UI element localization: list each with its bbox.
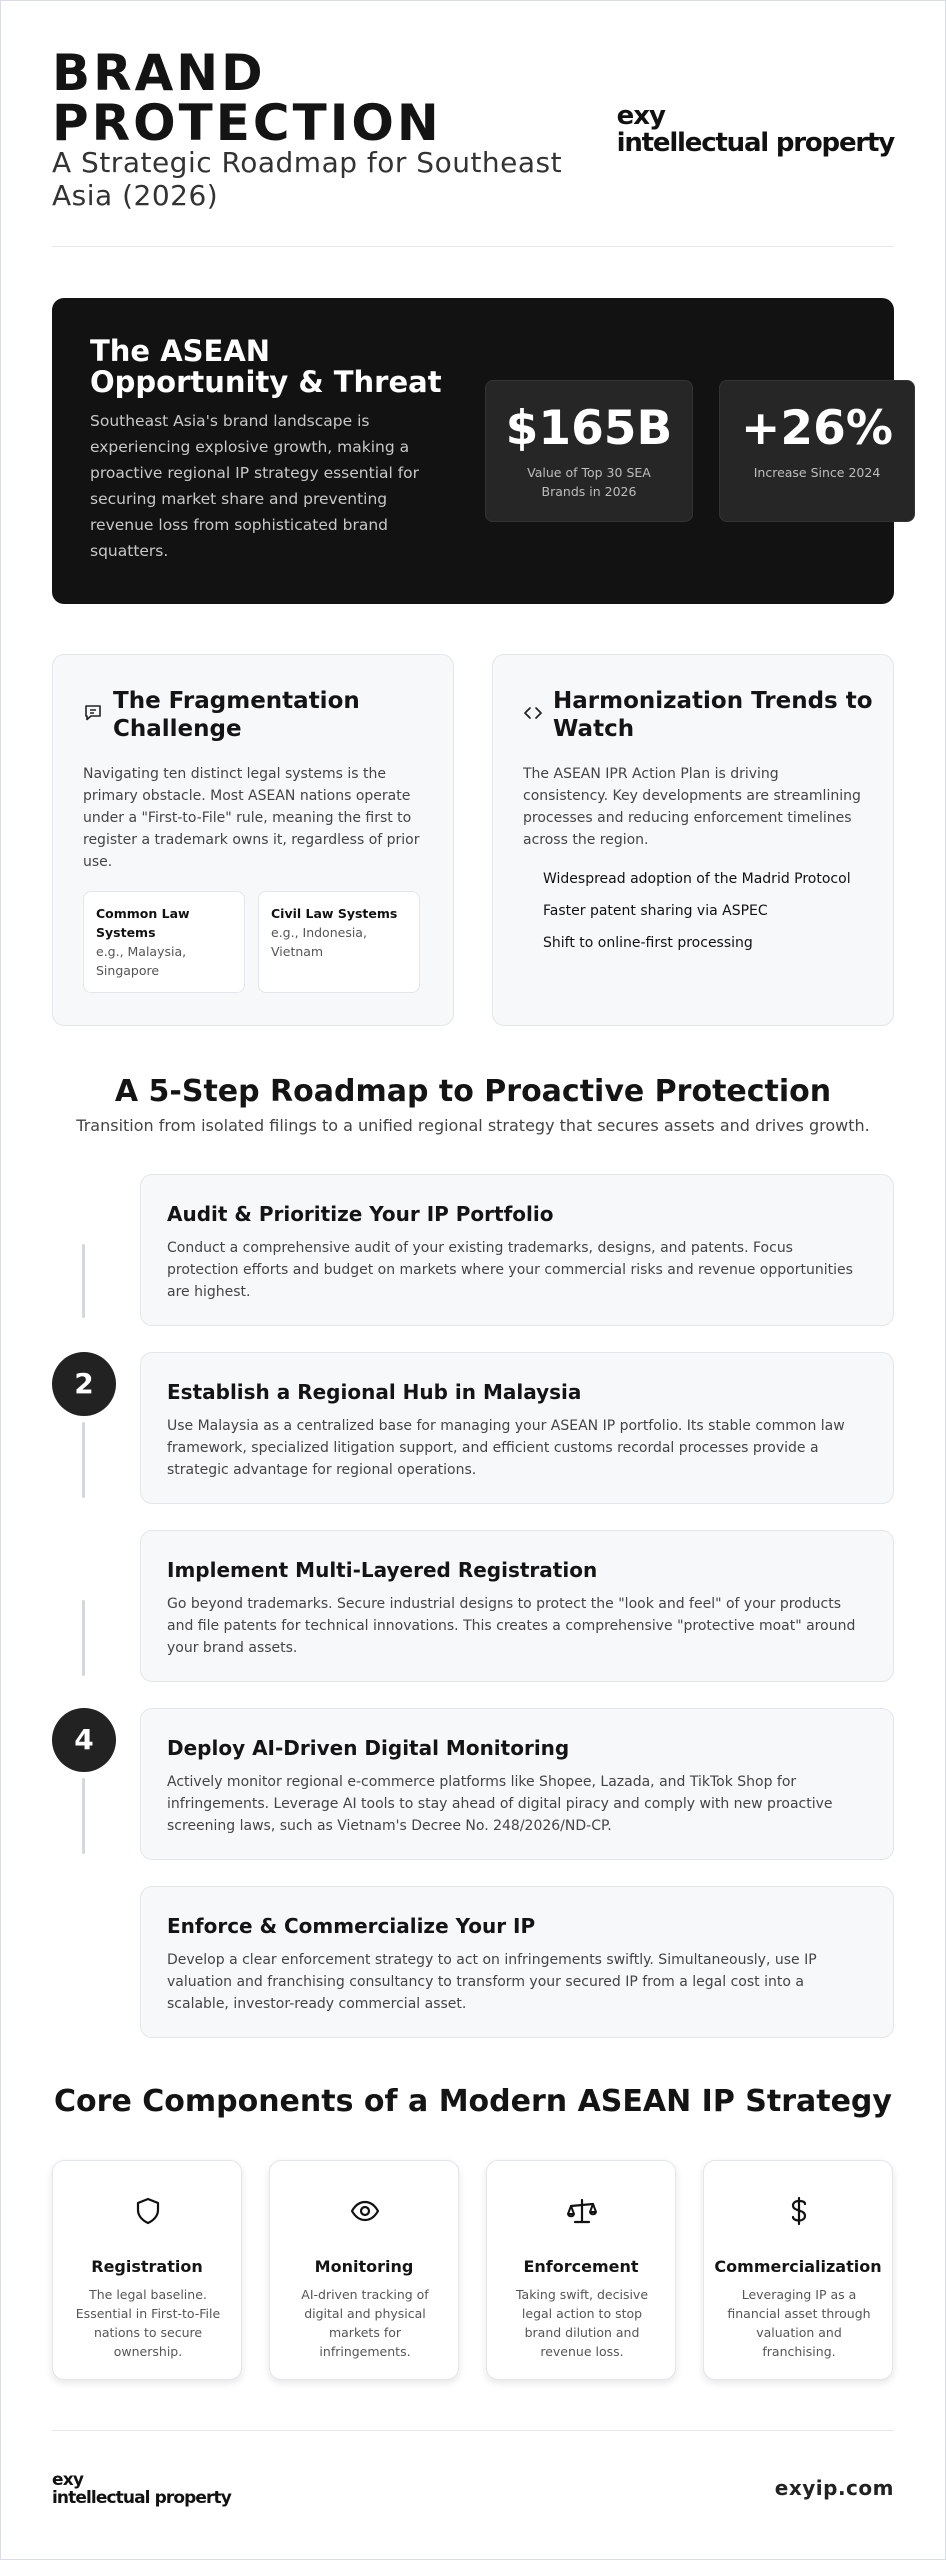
- step-title: Implement Multi-Layered Registration: [167, 1558, 598, 1582]
- stat-value: +26%: [741, 401, 893, 456]
- logo-line-2: intellectual property: [52, 2488, 231, 2508]
- legal-system-name: Civil Law Systems: [271, 906, 398, 921]
- component-title: Enforcement: [523, 2257, 639, 2276]
- component-body: AI-driven tracking of digital and physical markets for infringements.: [301, 2287, 429, 2359]
- component-title: Commercialization: [714, 2257, 882, 2276]
- roadmap-title: A 5-Step Roadmap to Proactive Protection: [114, 1074, 832, 1109]
- step-title: Deploy AI-Driven Digital Monitoring: [167, 1736, 570, 1760]
- legal-system-examples: e.g., Malaysia, Singapore: [96, 944, 187, 978]
- step-number-badge: 2: [52, 1352, 116, 1416]
- roadmap-subtitle: Transition from isolated filings to a unified regional strategy that secures assets and drives growth.: [76, 1116, 870, 1135]
- legal-system-card: [258, 891, 420, 993]
- component-body: The legal baseline. Essential in First-to-File nations to secure ownership.: [75, 2287, 221, 2359]
- page-title: BRAND PROTECTION: [52, 44, 442, 152]
- scales-icon: [566, 2195, 598, 2227]
- stat-label: Value of Top 30 SEA Brands in 2026: [527, 465, 651, 499]
- card-body: Navigating ten distinct legal systems is the primary obstacle. Most ASEAN nations operate under a "First-to-File" rule, meaning the first to register a trademark owns it, regardless of prior use.: [83, 766, 420, 870]
- roadmap-step: [140, 1886, 894, 2038]
- stat-label: Increase Since 2024: [753, 465, 881, 480]
- component-title: Monitoring: [314, 2257, 414, 2276]
- page-subtitle: A Strategic Roadmap for Southeast Asia (2026): [52, 146, 563, 212]
- logo-line-2: intellectual property: [616, 128, 894, 158]
- component-title: Registration: [91, 2257, 203, 2276]
- roadmap-step: [140, 1352, 894, 1504]
- dollar-icon: [783, 2195, 815, 2227]
- component-card: [52, 2160, 242, 2380]
- fragmentation-card: [52, 654, 454, 1026]
- trend-item: Widespread adoption of the Madrid Protocol: [543, 871, 851, 887]
- card-heading: Harmonization Trends to Watch: [553, 688, 873, 742]
- logo-line-1: exy: [52, 2470, 84, 2490]
- step-title: Enforce & Commercialize Your IP: [167, 1914, 536, 1938]
- roadmap-step: [140, 1708, 894, 1860]
- component-card: [486, 2160, 676, 2380]
- step-body: Use Malaysia as a centralized base for managing your ASEAN IP portfolio. Its stable common law framework, specialized litigation support, and efficient customs recordal processes provide a strategic advantage for regional operations.: [167, 1418, 845, 1478]
- step-number-badge: 4: [52, 1708, 116, 1772]
- step-body: Go beyond trademarks. Secure industrial designs to protect the "look and feel" of your products and file patents for technical innovations. This creates a comprehensive "protective moat" around your brand assets.: [167, 1596, 856, 1656]
- footer-logo[interactable]: [52, 2472, 231, 2508]
- step-body: Develop a clear enforcement strategy to act on infringements swiftly. Simultaneously, use IP valuation and franchising consultancy to transform your secured IP from a legal cost into a scalable, investor-ready commercial asset.: [167, 1952, 817, 2012]
- roadmap-step: [140, 1530, 894, 1682]
- step-title: Establish a Regional Hub in Malaysia: [167, 1380, 582, 1404]
- shield-icon: [132, 2195, 164, 2227]
- timeline-line: [82, 1600, 85, 1676]
- divider: [52, 2430, 894, 2431]
- step-title: Audit & Prioritize Your IP Portfolio: [167, 1202, 554, 1226]
- header: [52, 44, 894, 248]
- step-body: Conduct a comprehensive audit of your existing trademarks, designs, and patents. Focus protection efforts and budget on markets where your commercial risks and revenue opportunities are highest.: [167, 1240, 853, 1300]
- component-body: Leveraging IP as a financial asset through valuation and franchising.: [727, 2287, 871, 2359]
- component-card: [703, 2160, 893, 2380]
- components-title: Core Components of a Modern ASEAN IP Strategy: [54, 2084, 892, 2119]
- trend-item: Shift to online-first processing: [543, 935, 753, 951]
- timeline-line: [82, 1422, 85, 1498]
- opportunity-banner: [52, 298, 894, 604]
- code-brackets-icon: [523, 703, 543, 723]
- component-card: [269, 2160, 459, 2380]
- harmonization-card: [492, 654, 894, 1026]
- component-body: Taking swift, decisive legal action to stop brand dilution and revenue loss.: [515, 2287, 649, 2359]
- trend-item: Faster patent sharing via ASPEC: [543, 903, 768, 919]
- logo-line-1: exy: [616, 101, 666, 131]
- stat-card: [485, 380, 693, 522]
- chat-bubble-icon: [83, 703, 103, 723]
- timeline-line: [82, 1244, 85, 1318]
- brand-logo[interactable]: [616, 101, 894, 158]
- legal-system-name: Common Law Systems: [96, 906, 190, 940]
- step-body: Actively monitor regional e-commerce platforms like Shopee, Lazada, and TikTok Shop for infringements. Leverage AI tools to stay ahead of digital piracy and comply with new proactive screening laws, such as Vietnam's Decree No. 248/2026/ND-CP.: [167, 1774, 833, 1834]
- legal-system-card: [83, 891, 245, 993]
- card-heading: The Fragmentation Challenge: [113, 688, 360, 742]
- banner-heading: The ASEAN Opportunity & Threat: [90, 334, 442, 399]
- roadmap-step: [140, 1174, 894, 1326]
- legal-system-examples: e.g., Indonesia, Vietnam: [271, 925, 367, 959]
- card-body: The ASEAN IPR Action Plan is driving consistency. Key developments are streamlining processes and reducing enforcement timelines across the region.: [523, 766, 861, 848]
- footer-url-link[interactable]: exyip.com: [774, 2476, 894, 2500]
- banner-body: Southeast Asia's brand landscape is experiencing explosive growth, making a proactive regional IP strategy essential for securing market share and preventing revenue loss from sophisticated brand squatters.: [90, 412, 420, 560]
- stat-value: $165B: [505, 401, 673, 456]
- stat-card: [719, 380, 915, 522]
- eye-icon: [349, 2195, 381, 2227]
- timeline-line: [82, 1778, 85, 1854]
- divider: [52, 246, 894, 247]
